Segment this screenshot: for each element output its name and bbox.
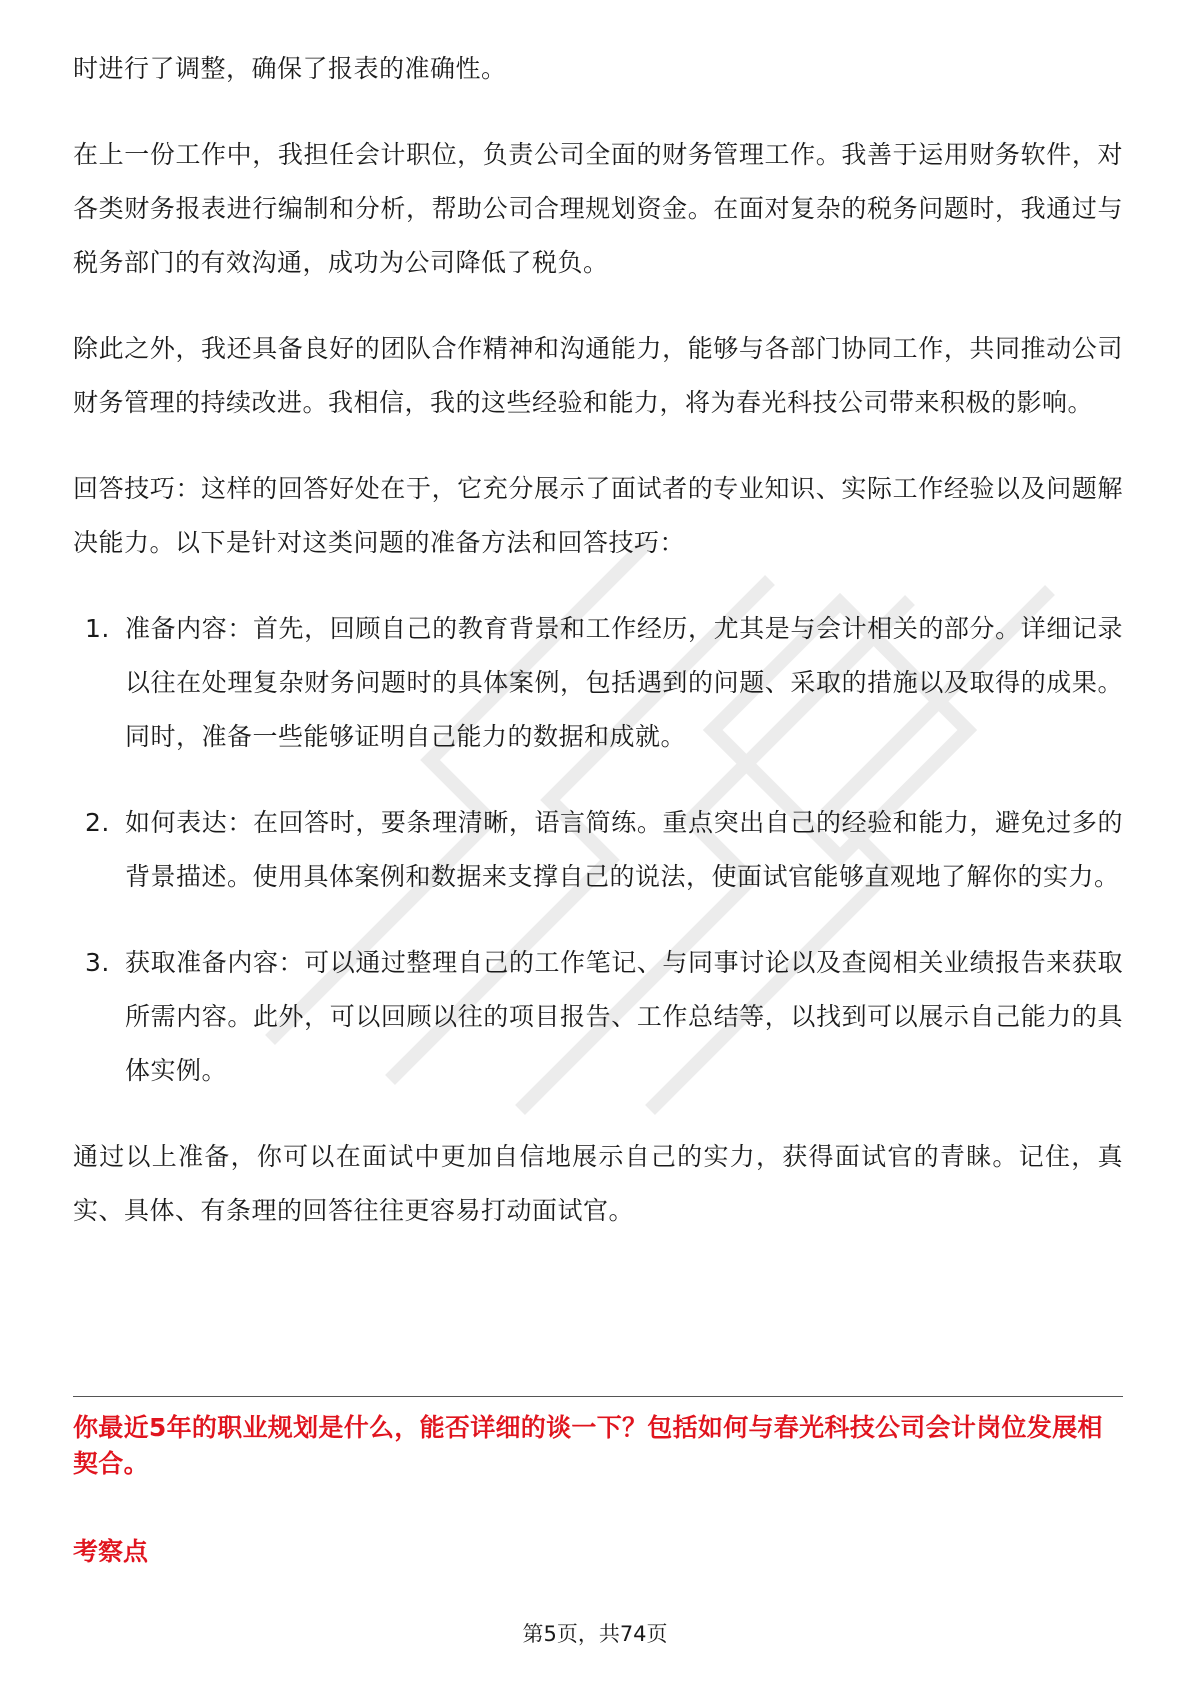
list-item-text: 获取准备内容：可以通过整理自己的工作笔记、与同事讨论以及查阅相关业绩报告来获取所需内容。此外，可以回顾以往的项目报告、工作总结等，以找到可以展示自己能力的具体实例。 <box>125 948 1123 1085</box>
paragraph-answer-tips: 回答技巧：这样的回答好处在于，它充分展示了面试者的专业知识、实际工作经验以及问题解决能力。以下是针对这类问题的准备方法和回答技巧： <box>73 474 1123 557</box>
main-content <box>73 42 1123 1270</box>
list-item <box>73 602 1123 764</box>
list-item-text: 准备内容：首先，回顾自己的教育背景和工作经历，尤其是与会计相关的部分。详细记录以往在处理复杂财务问题时的具体案例，包括遇到的问题、采取的措施以及取得的成果。同时，准备一些能够证明自己能力的数据和成就。 <box>125 614 1123 751</box>
section-divider <box>73 1396 1123 1397</box>
list-item-number: 3. <box>85 948 110 977</box>
paragraph-closing: 通过以上准备，你可以在面试中更加自信地展示自己的实力，获得面试官的青睐。记住，真实、具体、有条理的回答往往更容易打动面试官。 <box>73 1142 1123 1225</box>
tips-list <box>73 602 1123 1098</box>
section-subheading: 考察点 <box>73 1537 149 1566</box>
list-item-text: 如何表达：在回答时，要条理清晰，语言简练。重点突出自己的经验和能力，避免过多的背景描述。使用具体案例和数据来支撑自己的说法，使面试官能够直观地了解你的实力。 <box>125 808 1123 891</box>
paragraph-previous-job: 在上一份工作中，我担任会计职位，负责公司全面的财务管理工作。我善于运用财务软件，对各类财务报表进行编制和分析，帮助公司合理规划资金。在面对复杂的税务问题时，我通过与税务部门的有效沟通，成功为公司降低了税负。 <box>73 140 1123 277</box>
list-item <box>73 796 1123 904</box>
interview-question-heading: 你最近5年的职业规划是什么，能否详细的谈一下？包括如何与春光科技公司会计岗位发展相契合。 <box>73 1413 1103 1478</box>
list-item-number: 2. <box>85 808 110 837</box>
page-footer: 第5页，共74页 <box>522 1622 668 1646</box>
paragraph-continuation: 时进行了调整，确保了报表的准确性。 <box>73 54 507 83</box>
list-item-number: 1. <box>85 614 110 643</box>
paragraph-teamwork: 除此之外，我还具备良好的团队合作精神和沟通能力，能够与各部门协同工作，共同推动公司财务管理的持续改进。我相信，我的这些经验和能力，将为春光科技公司带来积极的影响。 <box>73 334 1123 417</box>
list-item <box>73 936 1123 1098</box>
